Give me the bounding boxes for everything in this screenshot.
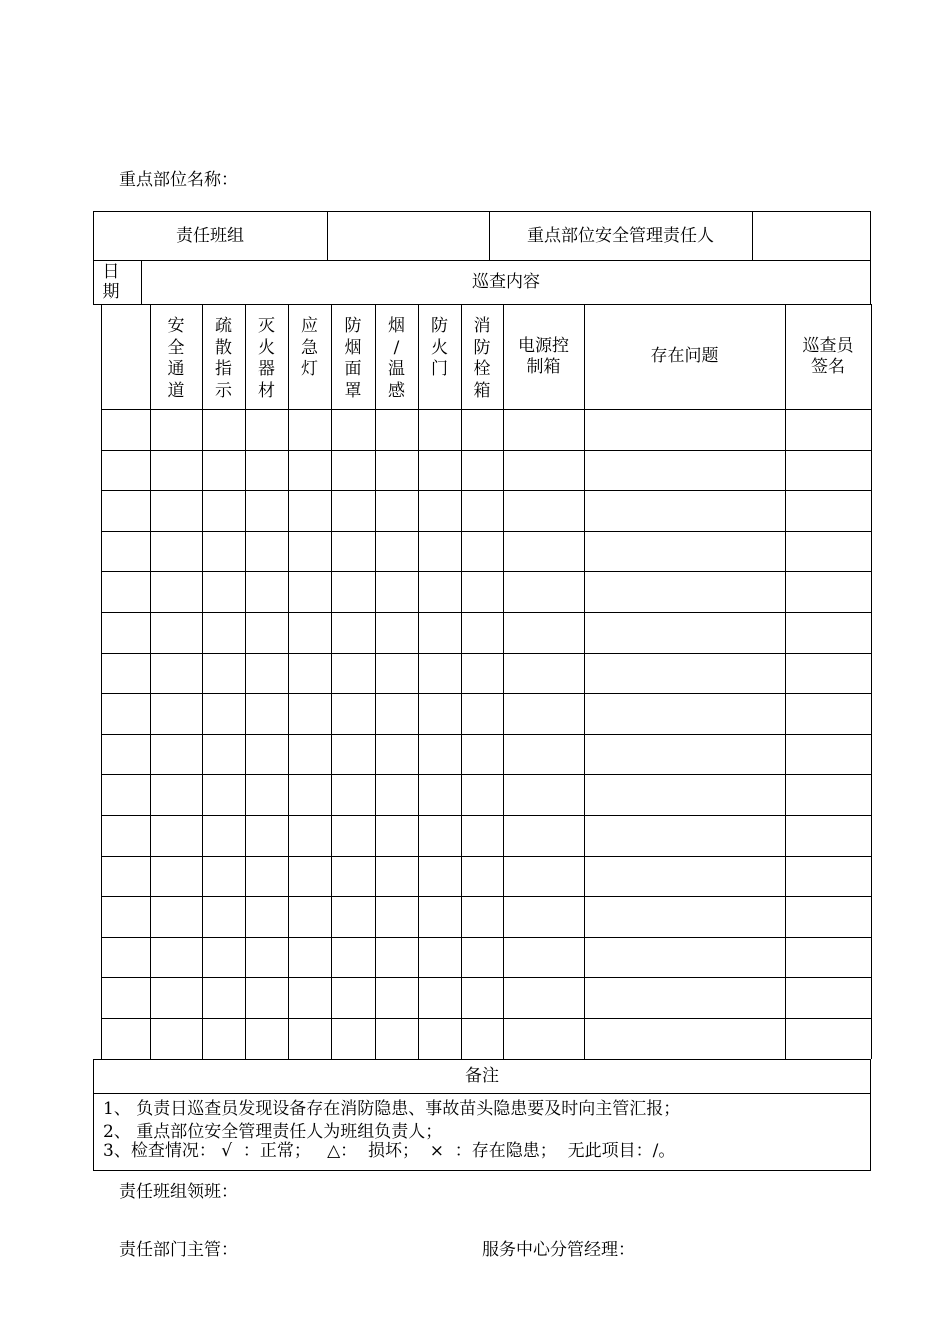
column-header-char: 烟 [388, 316, 405, 336]
check-cell[interactable] [151, 654, 202, 693]
check-cell[interactable] [151, 978, 202, 1018]
date-cell[interactable] [102, 572, 150, 612]
check-cell[interactable] [151, 857, 202, 896]
column-header-char: 全 [167, 337, 185, 358]
check-cell[interactable] [151, 694, 202, 734]
column-header [245, 304, 288, 409]
check-cell[interactable] [289, 572, 331, 612]
check-cell[interactable] [246, 1019, 288, 1059]
check-cell[interactable] [203, 532, 245, 571]
check-cell[interactable] [419, 572, 461, 612]
check-cell[interactable] [419, 938, 461, 977]
check-cell[interactable] [246, 978, 288, 1018]
column-header [785, 304, 871, 409]
column-header-text [301, 316, 318, 381]
column-header-text [258, 316, 275, 402]
dept-head-label: 责任部门主管： [119, 1240, 238, 1260]
check-cell[interactable] [585, 572, 785, 612]
check-cell[interactable] [332, 410, 375, 450]
check-cell[interactable] [504, 572, 584, 612]
check-cell[interactable] [332, 1019, 375, 1059]
check-cell[interactable] [462, 451, 503, 490]
check-cell[interactable] [376, 978, 418, 1018]
check-cell[interactable] [786, 816, 871, 856]
check-cell[interactable] [462, 532, 503, 571]
date-cell[interactable] [102, 1019, 150, 1059]
check-cell[interactable] [504, 816, 584, 856]
check-cell[interactable] [151, 1019, 202, 1059]
check-cell[interactable] [203, 938, 245, 977]
check-cell[interactable] [289, 1019, 331, 1059]
check-cell[interactable] [246, 613, 288, 653]
check-cell[interactable] [289, 938, 331, 977]
check-cell[interactable] [203, 451, 245, 490]
check-cell[interactable] [203, 978, 245, 1018]
check-cell[interactable] [246, 572, 288, 612]
check-cell[interactable] [419, 654, 461, 693]
check-cell[interactable] [462, 938, 503, 977]
check-cell[interactable] [786, 491, 871, 531]
check-cell[interactable] [289, 613, 331, 653]
check-cell[interactable] [786, 897, 871, 937]
check-cell[interactable] [332, 978, 375, 1018]
check-cell[interactable] [504, 654, 584, 693]
check-cell[interactable] [585, 857, 785, 896]
check-cell[interactable] [332, 491, 375, 531]
manager-label: 重点部位安全管理责任人 [527, 225, 714, 246]
check-cell[interactable] [419, 451, 461, 490]
date-cell[interactable] [102, 451, 150, 490]
check-cell[interactable] [585, 613, 785, 653]
column-header-char: 罩 [344, 380, 362, 401]
column-header [418, 304, 461, 409]
check-cell[interactable] [246, 654, 288, 693]
check-cell[interactable] [376, 613, 418, 653]
check-cell[interactable] [246, 694, 288, 734]
column-header-text [474, 316, 491, 402]
check-cell[interactable] [786, 654, 871, 693]
check-cell[interactable] [504, 775, 584, 815]
date-label-char: 日 [102, 262, 120, 282]
check-cell[interactable] [585, 410, 785, 450]
column-header-char: 灯 [301, 359, 318, 379]
check-cell[interactable] [376, 451, 418, 490]
column-header [202, 304, 245, 409]
check-cell[interactable] [246, 410, 288, 450]
column-header-line: 签名 [811, 356, 845, 377]
check-cell[interactable] [289, 897, 331, 937]
check-cell[interactable] [419, 410, 461, 450]
check-cell[interactable] [151, 572, 202, 612]
check-cell[interactable] [419, 775, 461, 815]
check-cell[interactable] [585, 938, 785, 977]
check-cell[interactable] [419, 491, 461, 531]
check-cell[interactable] [786, 572, 871, 612]
check-cell[interactable] [203, 1019, 245, 1059]
check-cell[interactable] [332, 735, 375, 774]
date-cell[interactable] [102, 816, 150, 856]
date-cell[interactable] [102, 857, 150, 896]
check-cell[interactable] [203, 857, 245, 896]
column-header-char: 急 [301, 337, 318, 358]
check-cell[interactable] [376, 775, 418, 815]
check-cell[interactable] [786, 978, 871, 1018]
check-cell[interactable] [419, 816, 461, 856]
check-cell[interactable] [246, 532, 288, 571]
check-cell[interactable] [786, 410, 871, 450]
check-cell[interactable] [462, 491, 503, 531]
check-cell[interactable] [585, 897, 785, 937]
check-cell[interactable] [786, 775, 871, 815]
check-cell[interactable] [786, 735, 871, 774]
column-header-text [215, 316, 232, 402]
column-header-char: 面 [344, 359, 362, 379]
date-cell[interactable] [102, 938, 150, 977]
check-cell[interactable] [151, 532, 202, 571]
grid-line [871, 304, 872, 1059]
check-cell[interactable] [462, 613, 503, 653]
check-cell[interactable] [585, 816, 785, 856]
column-header [503, 304, 584, 409]
column-header-line: 巡查员 [802, 335, 854, 356]
check-cell[interactable] [332, 897, 375, 937]
check-cell[interactable] [376, 410, 418, 450]
check-cell[interactable] [462, 694, 503, 734]
check-cell[interactable] [151, 735, 202, 774]
column-header-char: 感 [388, 380, 405, 401]
date-cell[interactable] [102, 491, 150, 531]
check-cell[interactable] [203, 897, 245, 937]
check-cell[interactable] [332, 572, 375, 612]
date-cell[interactable] [102, 654, 150, 693]
check-cell[interactable] [419, 532, 461, 571]
column-header-text [388, 316, 405, 402]
check-cell[interactable] [585, 1019, 785, 1059]
check-cell[interactable] [289, 775, 331, 815]
column-header [375, 304, 418, 409]
check-cell[interactable] [462, 816, 503, 856]
column-header [288, 304, 331, 409]
column-header-char: 灭 [258, 316, 275, 336]
check-cell[interactable] [462, 735, 503, 774]
check-cell[interactable] [203, 735, 245, 774]
column-header-char: 应 [301, 316, 318, 336]
check-cell[interactable] [462, 1019, 503, 1059]
check-cell[interactable] [203, 410, 245, 450]
column-header-text [345, 316, 362, 402]
check-cell[interactable] [585, 694, 785, 734]
check-cell[interactable] [585, 978, 785, 1018]
remarks-title: 备注 [465, 1065, 499, 1086]
check-cell[interactable] [289, 451, 331, 490]
check-cell[interactable] [289, 735, 331, 774]
check-cell[interactable] [151, 491, 202, 531]
check-cell[interactable] [151, 410, 202, 450]
column-header-line: 电源控 [518, 335, 569, 356]
check-cell[interactable] [376, 735, 418, 774]
check-cell[interactable] [504, 532, 584, 571]
check-cell[interactable] [289, 532, 331, 571]
column-header-text [518, 336, 569, 378]
check-cell[interactable] [419, 735, 461, 774]
check-cell[interactable] [246, 735, 288, 774]
remark-line-2: 2、 重点部位安全管理责任人为班组负责人； [103, 1122, 443, 1142]
check-cell[interactable] [376, 816, 418, 856]
check-cell[interactable] [332, 938, 375, 977]
check-cell[interactable] [151, 775, 202, 815]
team-value-field[interactable] [328, 212, 488, 260]
date-label-char: 期 [102, 282, 120, 302]
check-cell[interactable] [419, 857, 461, 896]
check-cell[interactable] [203, 491, 245, 531]
check-cell[interactable] [462, 897, 503, 937]
column-header [461, 304, 503, 409]
check-cell[interactable] [504, 978, 584, 1018]
check-cell[interactable] [151, 938, 202, 977]
date-cell[interactable] [102, 532, 150, 571]
check-cell[interactable] [289, 491, 331, 531]
check-cell[interactable] [585, 532, 785, 571]
check-cell[interactable] [504, 410, 584, 450]
column-header-char: 指 [215, 359, 232, 379]
column-header-char: 疏 [215, 316, 232, 336]
check-cell[interactable] [786, 938, 871, 977]
date-label [96, 262, 126, 302]
divider [93, 1093, 871, 1094]
column-header-char: 散 [215, 337, 232, 358]
check-cell[interactable] [504, 451, 584, 490]
check-cell[interactable] [289, 410, 331, 450]
check-cell[interactable] [786, 1019, 871, 1059]
column-header-text [803, 336, 854, 378]
date-cell[interactable] [102, 613, 150, 653]
column-header [584, 304, 785, 409]
column-header-char: 器 [258, 359, 275, 379]
check-cell[interactable] [504, 857, 584, 896]
check-cell[interactable] [504, 1019, 584, 1059]
check-cell[interactable] [246, 938, 288, 977]
check-cell[interactable] [203, 654, 245, 693]
check-cell[interactable] [462, 978, 503, 1018]
check-cell[interactable] [289, 816, 331, 856]
check-cell[interactable] [289, 978, 331, 1018]
check-cell[interactable] [376, 491, 418, 531]
column-header [150, 304, 202, 409]
check-cell[interactable] [462, 857, 503, 896]
check-cell[interactable] [151, 816, 202, 856]
column-header-char: 通 [167, 359, 185, 379]
check-cell[interactable] [419, 978, 461, 1018]
column-header-text [651, 346, 719, 367]
check-cell[interactable] [203, 572, 245, 612]
check-cell[interactable] [462, 775, 503, 815]
column-header-char: 烟 [344, 337, 362, 358]
remark-line-1: 1、 负责日巡查员发现设备存在消防隐患、事故苗头隐患要及时向主管汇报； [103, 1099, 681, 1119]
check-cell[interactable] [376, 654, 418, 693]
column-header-char: 栓 [473, 359, 491, 379]
check-cell[interactable] [332, 613, 375, 653]
date-cell[interactable] [102, 897, 150, 937]
column-header-line: 制箱 [526, 356, 561, 377]
check-cell[interactable] [203, 613, 245, 653]
check-cell[interactable] [376, 897, 418, 937]
check-cell[interactable] [332, 694, 375, 734]
column-header-text [168, 316, 185, 402]
check-cell[interactable] [332, 654, 375, 693]
remark-line-3: 3、检查情况： √ ：正常； △： 损坏； × ：存在隐患； 无此项目：/。 [103, 1141, 676, 1161]
check-cell[interactable] [289, 857, 331, 896]
date-cell[interactable] [102, 735, 150, 774]
check-cell[interactable] [504, 694, 584, 734]
center-manager-label: 服务中心分管经理： [482, 1240, 635, 1260]
check-cell[interactable] [376, 857, 418, 896]
check-cell[interactable] [462, 572, 503, 612]
column-header-char: 示 [215, 380, 232, 401]
check-cell[interactable] [151, 451, 202, 490]
check-cell[interactable] [376, 938, 418, 977]
check-cell[interactable] [332, 775, 375, 815]
date-cell[interactable] [102, 978, 150, 1018]
column-header-char: 温 [388, 359, 405, 379]
check-cell[interactable] [246, 491, 288, 531]
column-header-char: 防 [344, 316, 362, 336]
column-header-char: 防 [431, 316, 448, 336]
check-cell[interactable] [332, 451, 375, 490]
check-cell[interactable] [246, 451, 288, 490]
check-cell[interactable] [504, 938, 584, 977]
check-cell[interactable] [585, 735, 785, 774]
check-cell[interactable] [203, 816, 245, 856]
check-cell[interactable] [376, 532, 418, 571]
column-header-char: 道 [167, 380, 185, 401]
patrol-content-label: 巡查内容 [472, 272, 540, 292]
check-cell[interactable] [332, 816, 375, 856]
check-cell[interactable] [151, 613, 202, 653]
check-cell[interactable] [246, 857, 288, 896]
column-header-char: 火 [258, 337, 275, 358]
check-cell[interactable] [786, 532, 871, 571]
manager-value-field[interactable] [753, 212, 870, 260]
check-cell[interactable] [376, 694, 418, 734]
check-cell[interactable] [203, 775, 245, 815]
check-cell[interactable] [332, 857, 375, 896]
check-cell[interactable] [786, 857, 871, 896]
check-cell[interactable] [419, 613, 461, 653]
check-cell[interactable] [151, 897, 202, 937]
check-cell[interactable] [376, 1019, 418, 1059]
date-cell[interactable] [102, 694, 150, 734]
check-cell[interactable] [504, 491, 584, 531]
team-label: 责任班组 [176, 225, 244, 246]
date-cell[interactable] [102, 775, 150, 815]
check-cell[interactable] [585, 451, 785, 490]
check-cell[interactable] [289, 654, 331, 693]
column-header-text [431, 316, 448, 381]
column-header-char: / [393, 337, 400, 358]
check-cell[interactable] [462, 654, 503, 693]
check-cell[interactable] [585, 775, 785, 815]
check-cell[interactable] [203, 694, 245, 734]
check-cell[interactable] [376, 572, 418, 612]
check-cell[interactable] [786, 451, 871, 490]
check-cell[interactable] [419, 1019, 461, 1059]
team-leader-label: 责任班组领班： [119, 1182, 238, 1202]
check-cell[interactable] [332, 532, 375, 571]
check-cell[interactable] [289, 694, 331, 734]
check-cell[interactable] [585, 654, 785, 693]
check-cell[interactable] [786, 613, 871, 653]
column-header-char: 消 [473, 316, 491, 336]
check-cell[interactable] [462, 410, 503, 450]
check-cell[interactable] [504, 897, 584, 937]
check-cell[interactable] [786, 694, 871, 734]
check-cell[interactable] [246, 897, 288, 937]
check-cell[interactable] [504, 735, 584, 774]
column-header-char: 防 [473, 337, 491, 358]
column-header-char: 材 [258, 380, 275, 401]
column-header-char: 箱 [473, 380, 491, 401]
check-cell[interactable] [246, 816, 288, 856]
location-name-label: 重点部位名称： [119, 170, 238, 190]
column-header-char: 火 [431, 337, 448, 358]
check-cell[interactable] [585, 491, 785, 531]
date-cell[interactable] [102, 410, 150, 450]
column-header-char: 门 [431, 359, 448, 379]
column-header-line: 存在问题 [650, 346, 719, 366]
column-header-char: 安 [167, 316, 185, 336]
check-cell[interactable] [246, 775, 288, 815]
column-header [331, 304, 375, 409]
check-cell[interactable] [504, 613, 584, 653]
check-cell[interactable] [419, 897, 461, 937]
check-cell[interactable] [419, 694, 461, 734]
